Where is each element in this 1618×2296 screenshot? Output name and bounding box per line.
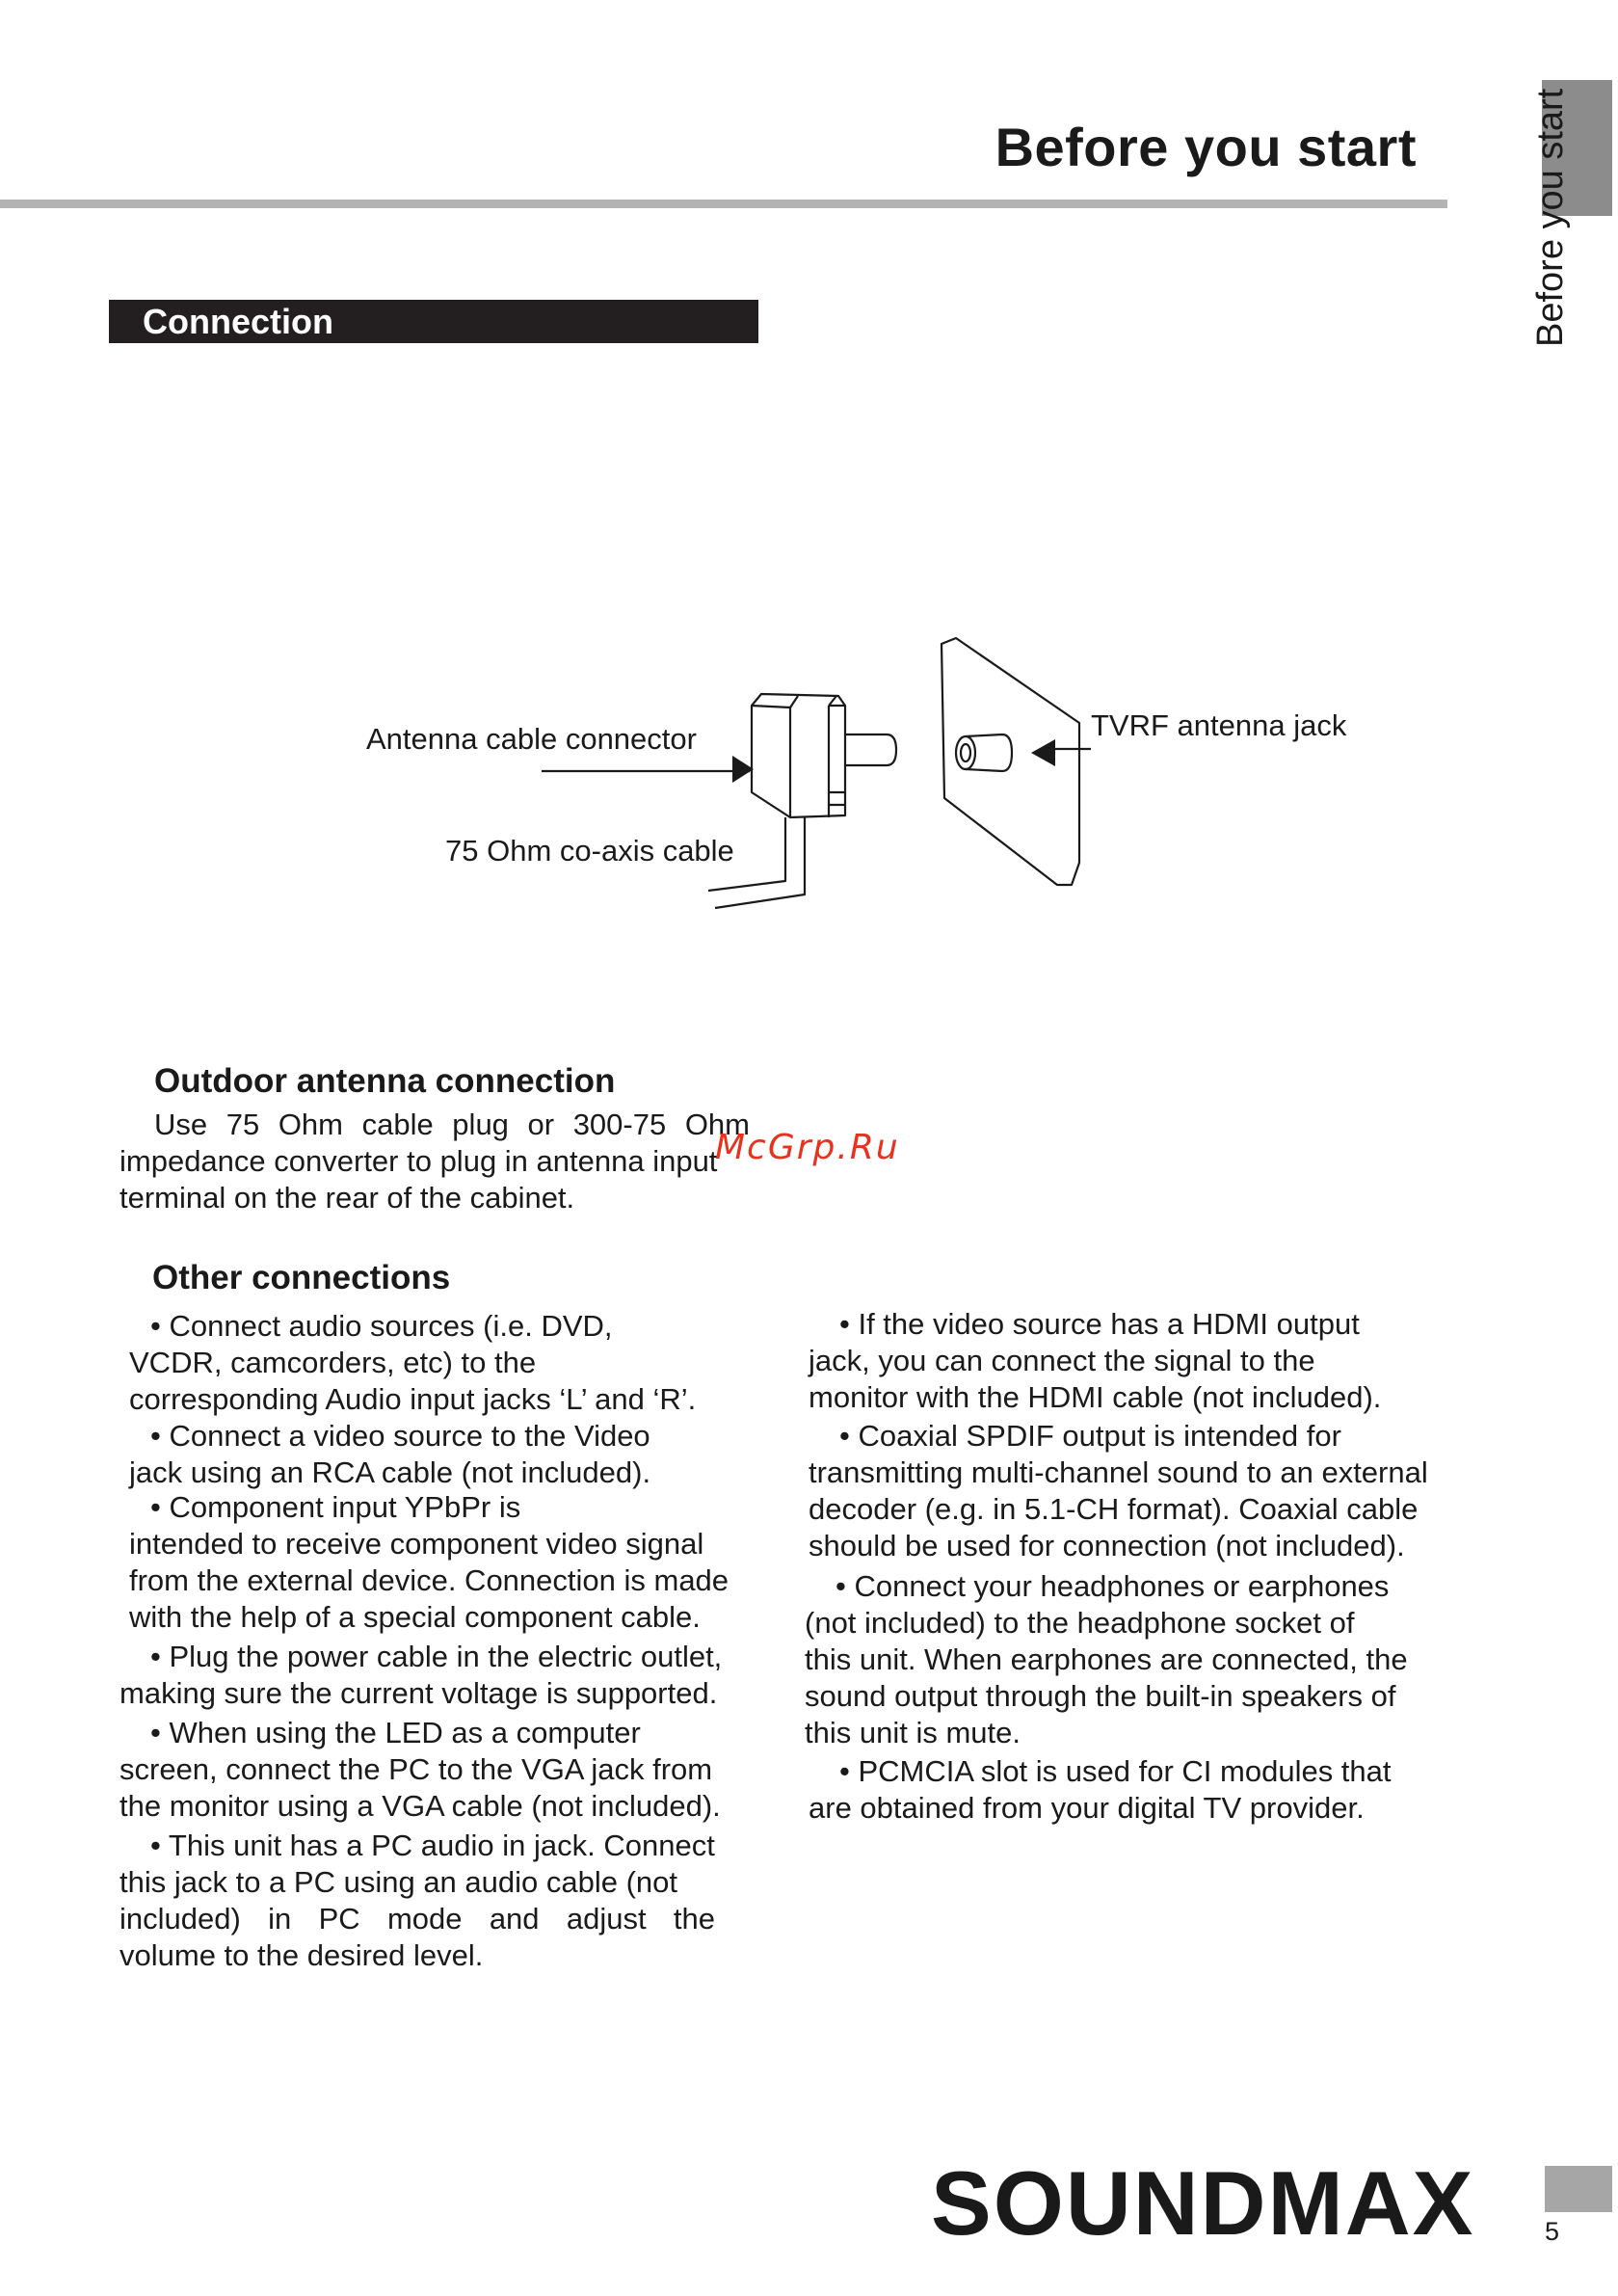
other-heading: Other connections (152, 1259, 451, 1296)
text-line: • Plug the power cable in the electric outlet, (150, 1640, 723, 1673)
section-title: Connection (143, 302, 333, 341)
text-line: the monitor using a VGA cable (not included). (119, 1789, 721, 1823)
text-line: intended to receive component video signal (129, 1527, 704, 1561)
text-line: this jack to a PC using an audio cable (not (119, 1865, 678, 1899)
text-line: • If the video source has a HDMI output (839, 1307, 1360, 1341)
outdoor-heading: Outdoor antenna connection (154, 1062, 616, 1100)
page-number: 5 (1545, 2217, 1560, 2246)
outdoor-line: terminal on the rear of the cabinet. (119, 1181, 575, 1215)
text-line: with the help of a special component cable. (129, 1600, 701, 1634)
text-line: • Connect a video source to the Video (150, 1419, 650, 1453)
antenna-connection-diagram (337, 627, 1397, 935)
outdoor-line: Use 75 Ohm cable plug or 300-75 Ohm (154, 1108, 750, 1141)
text-line: from the external device. Connection is made (129, 1563, 729, 1597)
text-line: VCDR, camcorders, etc) to the (129, 1346, 537, 1379)
text-line: • Connect audio sources (i.e. DVD, (150, 1309, 613, 1343)
text-line: this unit. When earphones are connected, the (805, 1642, 1408, 1676)
text-line: volume to the desired level. (119, 1938, 484, 1972)
text-line: • Connect your headphones or earphones (836, 1569, 1390, 1603)
outdoor-line: impedance converter to plug in antenna input (119, 1144, 718, 1178)
text-line: • Coaxial SPDIF output is intended for (839, 1419, 1341, 1453)
other-right-column (801, 1306, 1475, 1827)
text-line: corresponding Audio input jacks ‘L’ and ‘R’. (129, 1382, 697, 1416)
text-line: are obtained from your digital TV provider. (809, 1791, 1365, 1825)
connector-plug (845, 734, 896, 765)
text-line: decoder (e.g. in 5.1-CH format). Coaxial cable (809, 1492, 1419, 1526)
header-rule (0, 200, 1447, 208)
arrow-to-jack (1031, 739, 1055, 766)
text-line: included) in PC mode and adjust the (119, 1902, 715, 1936)
watermark: McGrp.Ru (715, 1128, 900, 1167)
side-tab-label: Before you start (1530, 88, 1571, 347)
label-coax-cable: 75 Ohm co-axis cable (445, 834, 734, 868)
text-line: transmitting multi-channel sound to an external (809, 1455, 1428, 1489)
label-antenna-jack: TVRF antenna jack (1091, 708, 1347, 742)
page-tab (1545, 2166, 1612, 2212)
outdoor-paragraph (119, 1107, 750, 1216)
text-line: monitor with the HDMI cable (not included). (809, 1380, 1382, 1414)
text-line: screen, connect the PC to the VGA jack from (119, 1752, 713, 1786)
text-line: • When using the LED as a computer (150, 1716, 641, 1749)
text-line: • This unit has a PC audio in jack. Connect (150, 1829, 715, 1862)
antenna-jack (956, 736, 975, 769)
arrow-to-connector (732, 756, 754, 783)
brand-logo: SOUNDMAX (931, 2152, 1475, 2254)
text-line: sound output through the built-in speakers of (805, 1679, 1396, 1713)
text-line: this unit is mute. (805, 1716, 1021, 1749)
text-line: • Component input YPbPr is (150, 1490, 521, 1524)
page-title: Before you start (995, 117, 1417, 177)
connector-body (752, 694, 845, 817)
text-line: (not included) to the headphone socket of (805, 1606, 1355, 1640)
label-antenna-connector: Antenna cable connector (366, 722, 697, 756)
text-line: jack using an RCA cable (not included). (129, 1455, 651, 1489)
text-line: should be used for connection (not included). (809, 1529, 1405, 1562)
text-line: making sure the current voltage is supported. (119, 1676, 718, 1710)
text-line: • PCMCIA slot is used for CI modules that (839, 1754, 1392, 1788)
other-left-column (119, 1308, 756, 1974)
text-line: jack, you can connect the signal to the (809, 1344, 1315, 1377)
